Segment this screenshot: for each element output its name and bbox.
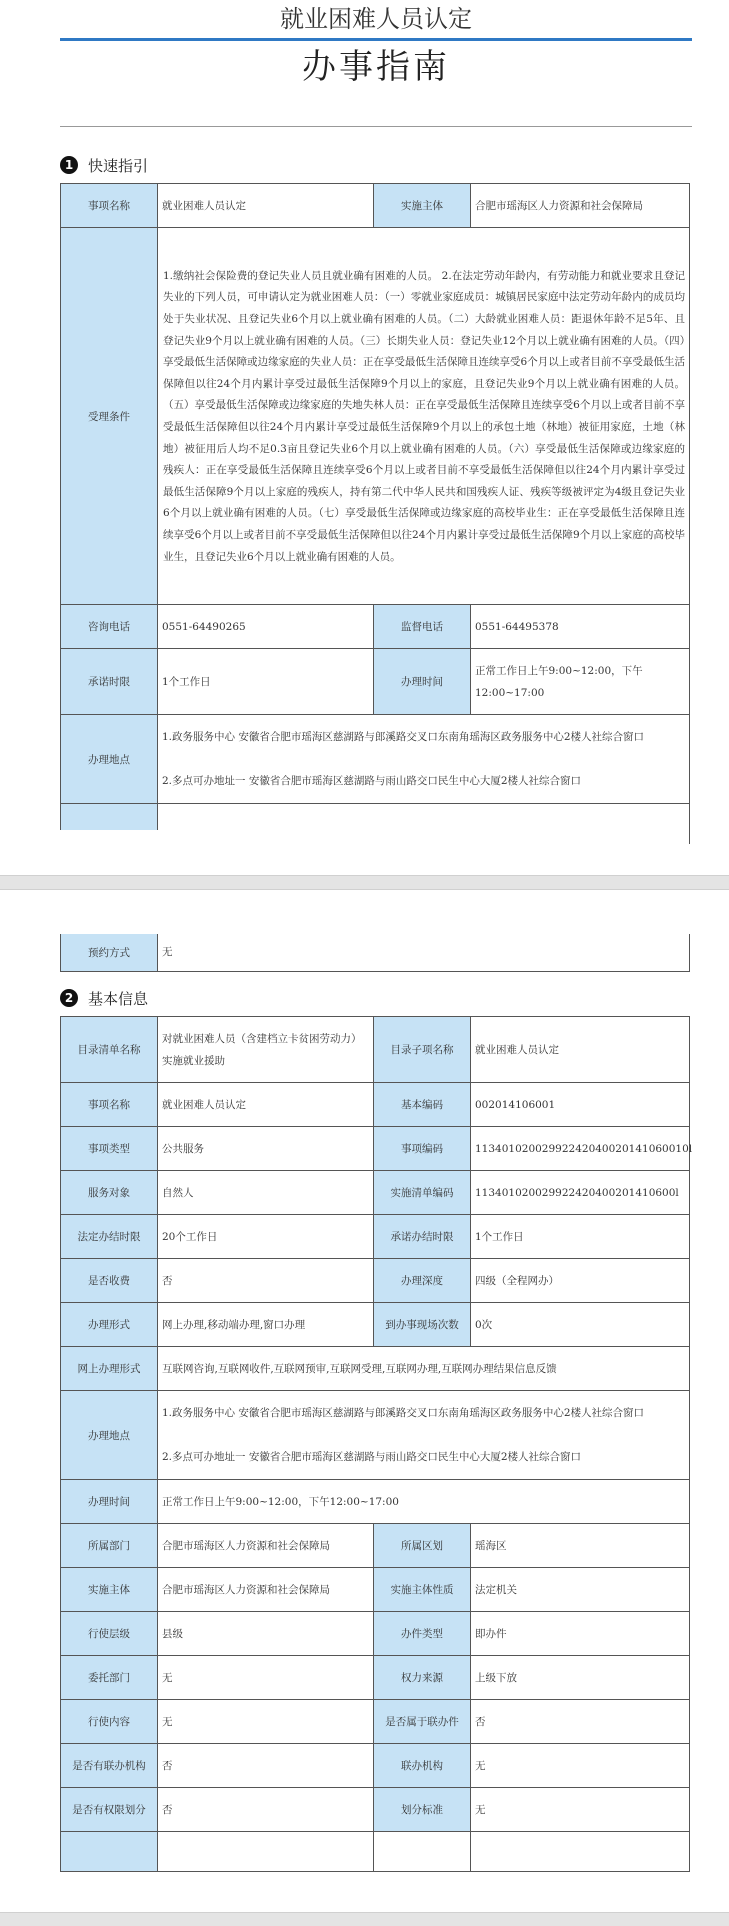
office-hours-label: 办理时间 [61,1480,158,1524]
page-separator [0,1912,729,1926]
impl-subject-value: 合肥市瑶海区人力资源和社会保障局 [471,184,690,228]
table-row [61,1017,690,1083]
consult-phone-value: 0551-64490265 [158,605,374,649]
power-source-label: 权力来源 [374,1656,471,1700]
promise-limit-value: 1个工作日 [158,649,374,715]
joint-case-value: 否 [471,1700,690,1744]
promise-limit-label: 承诺时限 [61,649,158,715]
table-row [61,1788,690,1832]
location-label: 办理地点 [61,1391,158,1480]
table-row [61,649,690,715]
title-divider [60,38,692,41]
catalog-sub-value: 就业困难人员认定 [471,1017,690,1083]
section-basic-info-heading [60,987,148,1009]
table-row [61,184,690,228]
page-bottom-margin [60,1890,689,1912]
department-value: 合肥市瑶海区人力资源和社会保障局 [158,1524,374,1568]
exercise-content-value: 无 [158,1700,374,1744]
conditions-label: 受理条件 [61,228,158,605]
table-row [61,1083,690,1127]
item-type-value: 公共服务 [158,1127,374,1171]
subject-nature-value: 法定机关 [471,1568,690,1612]
impl-subject-value: 合肥市瑶海区人力资源和社会保障局 [158,1568,374,1612]
page-separator [0,875,729,890]
section-title: 快速指引 [88,156,149,175]
reservation-label: 预约方式 [61,934,158,971]
has-permission-division-value: 否 [158,1788,374,1832]
exercise-level-value: 县级 [158,1612,374,1656]
document-title: 办事指南 [302,47,450,87]
basic-code-value: 002014106001 [471,1083,690,1127]
table-row [61,1612,690,1656]
joint-org-value: 无 [471,1744,690,1788]
legal-limit-value: 20个工作日 [158,1215,374,1259]
delegate-dept-label: 委托部门 [61,1656,158,1700]
table-cell-empty [61,1832,158,1872]
legal-limit-label: 法定办结时限 [61,1215,158,1259]
table-row [61,1480,690,1524]
exercise-level-label: 行使层级 [61,1612,158,1656]
supervise-phone-label: 监督电话 [374,605,471,649]
quick-guide-table [60,183,690,844]
office-hours-label: 办理时间 [374,649,471,715]
table-row-continued [61,1832,690,1872]
location-label: 办理地点 [61,715,158,804]
table-row [61,605,690,649]
location-line-2: 2.多点可办地址一 安徽省合肥市瑶海区慈湖路与雨山路交口民生中心大厦2楼人社综合窗口 [162,775,582,787]
page-bottom-margin [60,830,689,875]
table-row [61,1744,690,1788]
has-joint-org-label: 是否有联办机构 [61,1744,158,1788]
table-row [61,1524,690,1568]
table-row [61,934,690,971]
supervise-phone-value: 0551-64495378 [471,605,690,649]
office-hours-value: 正常工作日上午9:00~12:00，下午12:00~17:00 [471,649,690,715]
section-number-badge: 2 [60,989,78,1007]
case-type-label: 办件类型 [374,1612,471,1656]
item-name-label: 事项名称 [61,184,158,228]
online-form-label: 网上办理形式 [61,1347,158,1391]
table-row [61,1127,690,1171]
district-label: 所属区划 [374,1524,471,1568]
section-title: 基本信息 [88,989,149,1008]
fee-value: 否 [158,1259,374,1303]
depth-value: 四级（全程网办） [471,1259,690,1303]
promise-limit-value: 1个工作日 [471,1215,690,1259]
table-row [61,1171,690,1215]
online-form-value: 互联网咨询,互联网收件,互联网预审,互联网受理,互联网办理,互联网办理结果信息反馈 [158,1347,690,1391]
table-row [61,1347,690,1391]
promise-limit-label: 承诺办结时限 [374,1215,471,1259]
basic-info-table [60,1016,693,1872]
table-cell-empty [471,1832,690,1872]
division-standard-label: 划分标准 [374,1788,471,1832]
handle-form-value: 网上办理,移动端办理,窗口办理 [158,1303,374,1347]
reservation-table [60,934,690,972]
consult-phone-label: 咨询电话 [61,605,158,649]
department-label: 所属部门 [61,1524,158,1568]
header-divider [60,126,692,127]
table-row [61,1656,690,1700]
location-value [158,715,690,804]
catalog-sub-label: 目录子项名称 [374,1017,471,1083]
has-permission-division-label: 是否有权限划分 [61,1788,158,1832]
item-code-label: 事项编码 [374,1127,471,1171]
exercise-content-label: 行使内容 [61,1700,158,1744]
division-standard-value: 无 [471,1788,690,1832]
table-cell-empty [158,1832,374,1872]
location-line-1: 1.政务服务中心 安徽省合肥市瑶海区慈湖路与郎溪路交叉口东南角瑶海区政务服务中心2楼人社综合窗口 [162,731,645,743]
service-target-value: 自然人 [158,1171,374,1215]
district-value: 瑶海区 [471,1524,690,1568]
service-target-label: 服务对象 [61,1171,158,1215]
joint-org-label: 联办机构 [374,1744,471,1788]
item-code-value: 11340102002992242040020141060010l [471,1127,690,1171]
catalog-name-label: 目录清单名称 [61,1017,158,1083]
delegate-dept-value: 无 [158,1656,374,1700]
impl-list-code-label: 实施清单编码 [374,1171,471,1215]
table-cell-empty [374,1832,471,1872]
catalog-name-value: 对就业困难人员（含建档立卡贫困劳动力）实施就业援助 [158,1017,374,1083]
impl-subject-label: 实施主体 [61,1568,158,1612]
has-joint-org-value: 否 [158,1744,374,1788]
visit-count-value: 0次 [471,1303,690,1347]
table-row [61,1259,690,1303]
table-row [61,715,690,804]
impl-subject-label: 实施主体 [374,184,471,228]
case-type-value: 即办件 [471,1612,690,1656]
visit-count-label: 到办事现场次数 [374,1303,471,1347]
table-row [61,1303,690,1347]
subject-nature-label: 实施主体性质 [374,1568,471,1612]
item-type-label: 事项类型 [61,1127,158,1171]
location-value [158,1391,690,1480]
table-row [61,1568,690,1612]
office-hours-value: 正常工作日上午9:00~12:00，下午12:00~17:00 [158,1480,690,1524]
section-quick-guide-heading [60,154,148,176]
document-page-1 [0,0,729,875]
fee-label: 是否收费 [61,1259,158,1303]
document-subtitle: 就业困难人员认定 [280,5,472,33]
basic-code-label: 基本编码 [374,1083,471,1127]
power-source-value: 上级下放 [471,1656,690,1700]
item-name-label: 事项名称 [61,1083,158,1127]
reservation-value: 无 [158,934,690,971]
location-line-2: 2.多点可办地址一 安徽省合肥市瑶海区慈湖路与雨山路交口民生中心大厦2楼人社综合窗口 [162,1451,582,1463]
depth-label: 办理深度 [374,1259,471,1303]
item-name-value: 就业困难人员认定 [158,1083,374,1127]
location-line-1: 1.政务服务中心 安徽省合肥市瑶海区慈湖路与郎溪路交叉口东南角瑶海区政务服务中心2楼人社综合窗口 [162,1407,645,1419]
table-row [61,1700,690,1744]
section-number-badge: 1 [60,156,78,174]
item-name-value: 就业困难人员认定 [158,184,374,228]
handle-form-label: 办理形式 [61,1303,158,1347]
table-row [61,1215,690,1259]
impl-list-code-value: 113401020029922420400201410600l [471,1171,690,1215]
table-row [61,1391,690,1480]
document-page-2 [0,890,729,1912]
table-row [61,228,690,605]
joint-case-label: 是否属于联办件 [374,1700,471,1744]
conditions-value: 1.缴纳社会保险费的登记失业人员且就业确有困难的人员。 2.在法定劳动年龄内，有劳动能力和就业要求且登记失业的下列人员，可申请认定为就业困难人员：（一）零就业家庭成员：城镇居民家庭中法定劳动年龄内的成员均处于失业状况、且登记失业6个月以上就业确有困难的人员。（二）大龄就业困难人员：距退休年龄不足5年、且登记失业9个月以上就业确有困难的人员。（三）长期失业人员：登记失业12个月以上就业确有困难的人员。（四）享受最低生活保障或边缘家庭的失业人员：正在享受最低生活保障且连续享受6个月以上或者目前不享受最低生活保障但以往24个月内累计享受过最低生活保障9个月以上的家庭，且登记失业9个月以上就业确有困难的人员。（五）享受最低生活保障或边缘家庭的失地失林人员：正在享受最低生活保障且连续享受6个月以上或者目前不享受最低生活保障但以往24个月内累计享受过最低生活保障9个月以上的承包土地（林地）被征用家庭，土地（林地）被征用后人均不足0.3亩且登记失业6个月以上就业确有困难的人员。（六）享受最低生活保障或边缘家庭的残疾人：正在享受最低生活保障且连续享受6个月以上或者目前不享受最低生活保障但以往24个月内累计享受过最低生活保障9个月以上家庭的残疾人，持有第二代中华人民共和国残疾人证、残疾等级被评定为4级且登记失业6个月以上就业确有困难的人员。（七）享受最低生活保障或边缘家庭的高校毕业生：正在享受最低生活保障且连续享受6个月以上或者目前不享受最低生活保障但以往24个月内累计享受过最低生活保障9个月以上家庭的高校毕业生，且登记失业6个月以上就业确有困难的人员。 [158,228,690,605]
